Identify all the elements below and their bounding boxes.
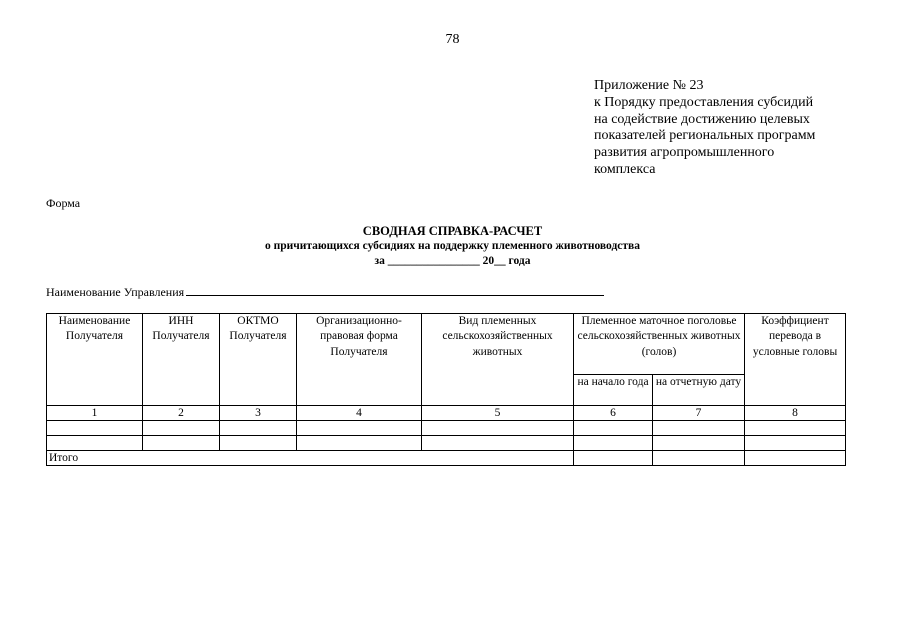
appendix-line: комплекса bbox=[594, 161, 656, 177]
appendix-line: развития агропромышленного bbox=[594, 145, 775, 161]
table-cell bbox=[143, 421, 220, 436]
column-number: 3 bbox=[220, 406, 297, 421]
table-cell bbox=[653, 436, 745, 451]
table-cell bbox=[745, 436, 846, 451]
org-name-line bbox=[46, 285, 604, 300]
table-cell bbox=[574, 421, 653, 436]
page-number: 78 bbox=[445, 32, 460, 47]
header-inn: ИНН Получателя bbox=[143, 314, 220, 406]
header-row bbox=[47, 314, 846, 375]
header-legal-form: Организационно-правовая форма Получателя bbox=[297, 314, 422, 406]
table-cell bbox=[745, 451, 846, 466]
appendix-line: к Порядку предоставления субсидий bbox=[594, 94, 814, 110]
table-row bbox=[47, 436, 846, 451]
title-line-1: СВОДНАЯ СПРАВКА-РАСЧЕТ bbox=[362, 224, 543, 238]
table-cell bbox=[297, 436, 422, 451]
column-number: 1 bbox=[47, 406, 143, 421]
column-number: 2 bbox=[143, 406, 220, 421]
header-coefficient: Коэффициент перевода в условные головы bbox=[745, 314, 846, 406]
appendix-line: Приложение № 23 bbox=[594, 78, 704, 93]
calculation-table bbox=[46, 313, 846, 466]
table-cell bbox=[297, 421, 422, 436]
header-oktmo: ОКТМО Получателя bbox=[220, 314, 297, 406]
org-name-blank bbox=[186, 285, 604, 296]
header-year-start: на начало года bbox=[574, 375, 653, 406]
column-number: 6 bbox=[574, 406, 653, 421]
table-cell bbox=[422, 421, 574, 436]
table-cell bbox=[745, 421, 846, 436]
table-cell bbox=[653, 451, 745, 466]
column-number: 4 bbox=[297, 406, 422, 421]
column-number: 5 bbox=[422, 406, 574, 421]
appendix-line: на содействие достижению целевых bbox=[594, 111, 810, 127]
table-cell bbox=[47, 436, 143, 451]
header-recipient-name: Наименование Получателя bbox=[47, 314, 143, 406]
column-number-row bbox=[47, 406, 846, 421]
table-cell bbox=[574, 436, 653, 451]
table-cell bbox=[574, 451, 653, 466]
appendix-line: показателей региональных программ bbox=[594, 128, 816, 144]
column-number: 7 bbox=[653, 406, 745, 421]
table-cell bbox=[422, 436, 574, 451]
org-name-label: Наименование Управления bbox=[46, 285, 185, 299]
table-row bbox=[47, 421, 846, 436]
table-cell bbox=[47, 421, 143, 436]
table-cell bbox=[653, 421, 745, 436]
title-line-2: о причитающихся субсидиях на поддержку племенного животноводства bbox=[264, 240, 641, 252]
title-line-3: за ________________ 20__ года bbox=[374, 255, 531, 267]
form-label: Форма bbox=[46, 196, 81, 210]
header-breeding-stock: Племенное маточное поголовье сельскохозяйственных животных (голов) bbox=[574, 314, 745, 375]
column-number: 8 bbox=[745, 406, 846, 421]
header-report-date: на отчетную дату bbox=[653, 375, 745, 406]
table-cell bbox=[143, 436, 220, 451]
total-row bbox=[47, 451, 846, 466]
table-cell bbox=[220, 421, 297, 436]
document-title bbox=[0, 224, 905, 269]
table-cell bbox=[220, 436, 297, 451]
total-label: Итого bbox=[47, 451, 574, 466]
header-animal-type: Вид племенных сельскохозяйственных животных bbox=[422, 314, 574, 406]
appendix-note bbox=[594, 78, 854, 179]
